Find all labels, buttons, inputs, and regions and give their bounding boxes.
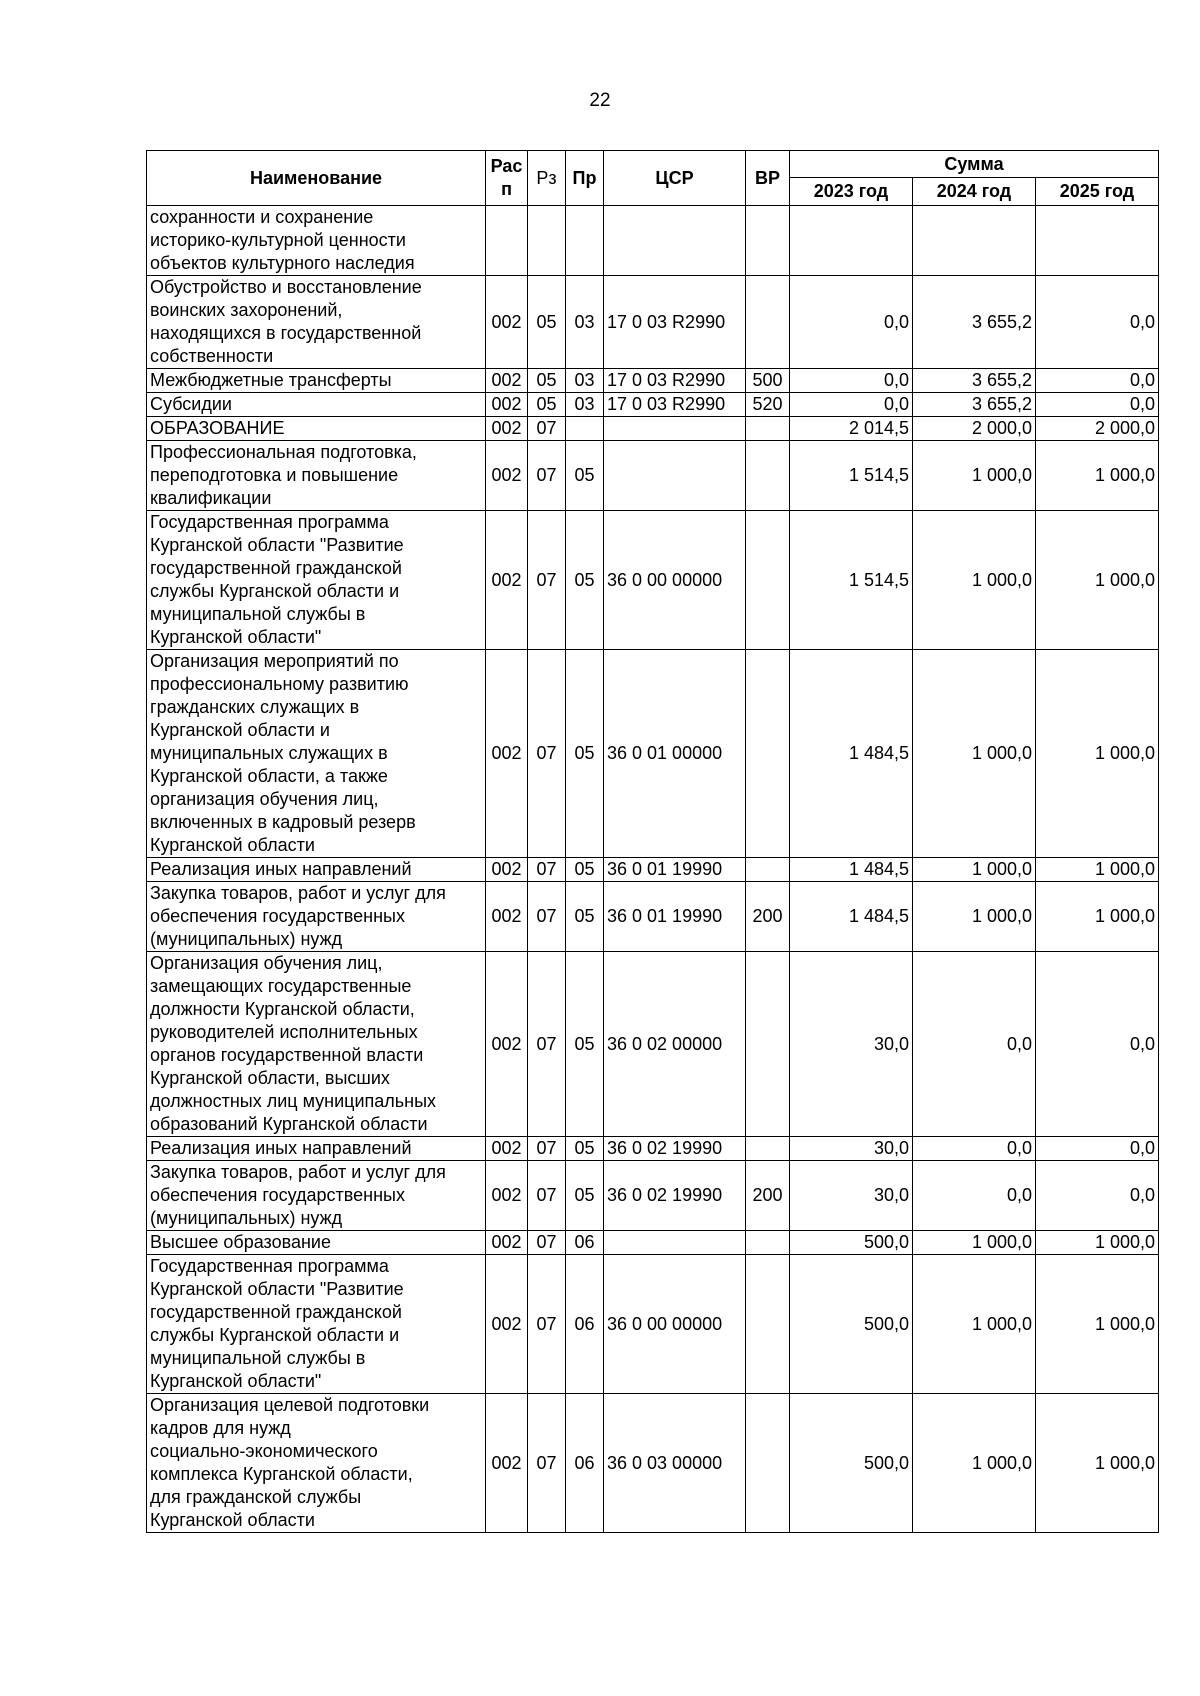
cell-pr: 05	[566, 858, 604, 882]
table-row	[147, 441, 1159, 511]
cell-rz: 07	[528, 1161, 566, 1231]
cell-rz: 05	[528, 393, 566, 417]
header-sum: Сумма	[790, 151, 1159, 178]
cell-rz: 07	[528, 858, 566, 882]
cell-vr	[746, 650, 790, 858]
cell-2024: 1 000,0	[913, 882, 1036, 952]
cell-rz: 05	[528, 276, 566, 369]
cell-pr: 05	[566, 1161, 604, 1231]
cell-2023: 500,0	[790, 1231, 913, 1255]
cell-rasp: 002	[486, 952, 528, 1137]
cell-2024: 3 655,2	[913, 369, 1036, 393]
cell-pr: 05	[566, 650, 604, 858]
cell-2025: 0,0	[1036, 369, 1159, 393]
cell-rasp: 002	[486, 650, 528, 858]
cell-rasp: 002	[486, 1394, 528, 1533]
cell-2023: 2 014,5	[790, 417, 913, 441]
cell-pr: 05	[566, 1137, 604, 1161]
cell-rz: 07	[528, 1137, 566, 1161]
cell-csr: 36 0 01 00000	[604, 650, 746, 858]
cell-csr: 36 0 01 19990	[604, 858, 746, 882]
cell-csr: 36 0 01 19990	[604, 882, 746, 952]
cell-csr: 17 0 03 R2990	[604, 393, 746, 417]
cell-rasp: 002	[486, 1161, 528, 1231]
cell-2024: 1 000,0	[913, 1231, 1036, 1255]
cell-pr	[566, 206, 604, 276]
cell-2023	[790, 206, 913, 276]
cell-2025: 1 000,0	[1036, 650, 1159, 858]
header-vr: ВР	[746, 151, 790, 206]
cell-2024	[913, 206, 1036, 276]
cell-csr: 36 0 02 19990	[604, 1137, 746, 1161]
cell-csr	[604, 417, 746, 441]
table-row	[147, 1161, 1159, 1231]
cell-2024: 1 000,0	[913, 858, 1036, 882]
cell-vr	[746, 441, 790, 511]
cell-csr: 36 0 02 19990	[604, 1161, 746, 1231]
cell-rasp: 002	[486, 393, 528, 417]
cell-2025: 0,0	[1036, 393, 1159, 417]
cell-pr: 06	[566, 1255, 604, 1394]
cell-vr: 500	[746, 369, 790, 393]
cell-vr: 200	[746, 1161, 790, 1231]
budget-table	[146, 150, 1159, 1533]
table-row	[147, 369, 1159, 393]
header-rz: Рз	[528, 151, 566, 206]
cell-2025: 0,0	[1036, 1161, 1159, 1231]
cell-name: Закупка товаров, работ и услуг для обеспечения государственных (муниципальных) нужд	[147, 1161, 486, 1231]
table-row	[147, 393, 1159, 417]
cell-2024: 1 000,0	[913, 650, 1036, 858]
cell-name: Государственная программа Курганской области "Развитие государственной гражданской службы Курганской области и муниципальной службы в Курганской области"	[147, 1255, 486, 1394]
table-row	[147, 1255, 1159, 1394]
cell-name: Профессиональная подготовка, переподготовка и повышение квалификации	[147, 441, 486, 511]
cell-csr: 36 0 03 00000	[604, 1394, 746, 1533]
cell-rasp: 002	[486, 1231, 528, 1255]
header-pr: Пр	[566, 151, 604, 206]
cell-2023: 500,0	[790, 1255, 913, 1394]
cell-pr: 03	[566, 393, 604, 417]
cell-rasp: 002	[486, 441, 528, 511]
cell-2024: 3 655,2	[913, 393, 1036, 417]
table-row	[147, 952, 1159, 1137]
header-year-2023: 2023 год	[790, 178, 913, 206]
cell-2024: 1 000,0	[913, 511, 1036, 650]
cell-vr	[746, 952, 790, 1137]
header-csr: ЦСР	[604, 151, 746, 206]
cell-2023: 30,0	[790, 952, 913, 1137]
cell-2023: 1 484,5	[790, 650, 913, 858]
cell-pr: 06	[566, 1394, 604, 1533]
cell-rasp: 002	[486, 511, 528, 650]
cell-pr: 05	[566, 952, 604, 1137]
cell-2025: 1 000,0	[1036, 1255, 1159, 1394]
cell-vr	[746, 1394, 790, 1533]
cell-csr: 17 0 03 R2990	[604, 369, 746, 393]
cell-csr	[604, 1231, 746, 1255]
cell-2024: 1 000,0	[913, 1394, 1036, 1533]
cell-rasp: 002	[486, 1255, 528, 1394]
cell-2025	[1036, 206, 1159, 276]
cell-rz: 05	[528, 369, 566, 393]
cell-rasp: 002	[486, 369, 528, 393]
table-row	[147, 882, 1159, 952]
cell-2023: 30,0	[790, 1137, 913, 1161]
cell-rz: 07	[528, 417, 566, 441]
cell-2024: 2 000,0	[913, 417, 1036, 441]
cell-2024: 0,0	[913, 952, 1036, 1137]
cell-pr: 05	[566, 511, 604, 650]
cell-vr	[746, 858, 790, 882]
cell-csr	[604, 441, 746, 511]
cell-pr	[566, 417, 604, 441]
cell-2025: 1 000,0	[1036, 858, 1159, 882]
cell-2025: 1 000,0	[1036, 511, 1159, 650]
cell-2025: 1 000,0	[1036, 441, 1159, 511]
cell-rz: 07	[528, 511, 566, 650]
cell-csr: 36 0 02 00000	[604, 952, 746, 1137]
header-year-2025: 2025 год	[1036, 178, 1159, 206]
cell-2024: 0,0	[913, 1161, 1036, 1231]
cell-name: Реализация иных направлений	[147, 858, 486, 882]
table-row	[147, 276, 1159, 369]
cell-2024: 0,0	[913, 1137, 1036, 1161]
cell-rz: 07	[528, 650, 566, 858]
table-row	[147, 1137, 1159, 1161]
cell-2025: 0,0	[1036, 276, 1159, 369]
cell-2023: 1 514,5	[790, 511, 913, 650]
cell-csr	[604, 206, 746, 276]
cell-2023: 0,0	[790, 393, 913, 417]
cell-name: сохранности и сохранение историко-культурной ценности объектов культурного наследия	[147, 206, 486, 276]
cell-vr	[746, 206, 790, 276]
cell-rz	[528, 206, 566, 276]
cell-2025: 1 000,0	[1036, 1394, 1159, 1533]
cell-vr: 520	[746, 393, 790, 417]
table-row	[147, 650, 1159, 858]
table-row	[147, 417, 1159, 441]
cell-vr	[746, 1137, 790, 1161]
cell-vr	[746, 1255, 790, 1394]
cell-2024: 1 000,0	[913, 1255, 1036, 1394]
cell-vr	[746, 511, 790, 650]
cell-2024: 3 655,2	[913, 276, 1036, 369]
page-number: 22	[589, 90, 611, 111]
table-row	[147, 206, 1159, 276]
cell-vr	[746, 276, 790, 369]
cell-csr: 36 0 00 00000	[604, 511, 746, 650]
cell-2025: 2 000,0	[1036, 417, 1159, 441]
cell-pr: 03	[566, 276, 604, 369]
cell-name: Межбюджетные трансферты	[147, 369, 486, 393]
cell-pr: 06	[566, 1231, 604, 1255]
cell-2025: 0,0	[1036, 1137, 1159, 1161]
table-row	[147, 511, 1159, 650]
cell-name: ОБРАЗОВАНИЕ	[147, 417, 486, 441]
cell-vr	[746, 1231, 790, 1255]
cell-rasp: 002	[486, 882, 528, 952]
cell-pr: 05	[566, 882, 604, 952]
cell-2023: 1 514,5	[790, 441, 913, 511]
table-row	[147, 858, 1159, 882]
table-row	[147, 1394, 1159, 1533]
cell-2023: 1 484,5	[790, 858, 913, 882]
header-year-2024: 2024 год	[913, 178, 1036, 206]
cell-name: Реализация иных направлений	[147, 1137, 486, 1161]
cell-rasp: 002	[486, 276, 528, 369]
cell-name: Организация мероприятий по профессиональному развитию гражданских служащих в Курганской области и муниципальных служащих в Курганской области, а также организация обучения лиц, включенных в кадровый резерв Курганской области	[147, 650, 486, 858]
cell-rz: 07	[528, 1231, 566, 1255]
cell-rz: 07	[528, 1394, 566, 1533]
cell-rz: 07	[528, 1255, 566, 1394]
cell-csr: 36 0 00 00000	[604, 1255, 746, 1394]
cell-rasp: 002	[486, 417, 528, 441]
cell-name: Организация целевой подготовки кадров для нужд социально-экономического комплекса Курганской области, для гражданской службы Курганской области	[147, 1394, 486, 1533]
cell-2025: 0,0	[1036, 952, 1159, 1137]
cell-name: Высшее образование	[147, 1231, 486, 1255]
cell-name: Субсидии	[147, 393, 486, 417]
cell-vr	[746, 417, 790, 441]
cell-2023: 500,0	[790, 1394, 913, 1533]
header-name: Наименование	[147, 151, 486, 206]
cell-pr: 05	[566, 441, 604, 511]
cell-rz: 07	[528, 882, 566, 952]
cell-rz: 07	[528, 952, 566, 1137]
cell-rasp: 002	[486, 1137, 528, 1161]
cell-2025: 1 000,0	[1036, 882, 1159, 952]
cell-name: Организация обучения лиц, замещающих государственные должности Курганской области, руководителей исполнительных органов государственной власти Курганской области, высших должностных лиц муниципальных образований Курганской области	[147, 952, 486, 1137]
cell-2023: 0,0	[790, 369, 913, 393]
table-body	[147, 206, 1159, 1533]
cell-2024: 1 000,0	[913, 441, 1036, 511]
cell-2023: 0,0	[790, 276, 913, 369]
cell-vr: 200	[746, 882, 790, 952]
cell-name: Закупка товаров, работ и услуг для обеспечения государственных (муниципальных) нужд	[147, 882, 486, 952]
table-row	[147, 1231, 1159, 1255]
cell-2025: 1 000,0	[1036, 1231, 1159, 1255]
cell-csr: 17 0 03 R2990	[604, 276, 746, 369]
cell-name: Государственная программа Курганской области "Развитие государственной гражданской службы Курганской области и муниципальной службы в Курганской области"	[147, 511, 486, 650]
cell-rasp	[486, 206, 528, 276]
cell-name: Обустройство и восстановление воинских захоронений, находящихся в государственной собственности	[147, 276, 486, 369]
cell-2023: 30,0	[790, 1161, 913, 1231]
cell-2023: 1 484,5	[790, 882, 913, 952]
cell-rz: 07	[528, 441, 566, 511]
header-rasp: Рас п	[486, 151, 528, 206]
cell-pr: 03	[566, 369, 604, 393]
cell-rasp: 002	[486, 858, 528, 882]
